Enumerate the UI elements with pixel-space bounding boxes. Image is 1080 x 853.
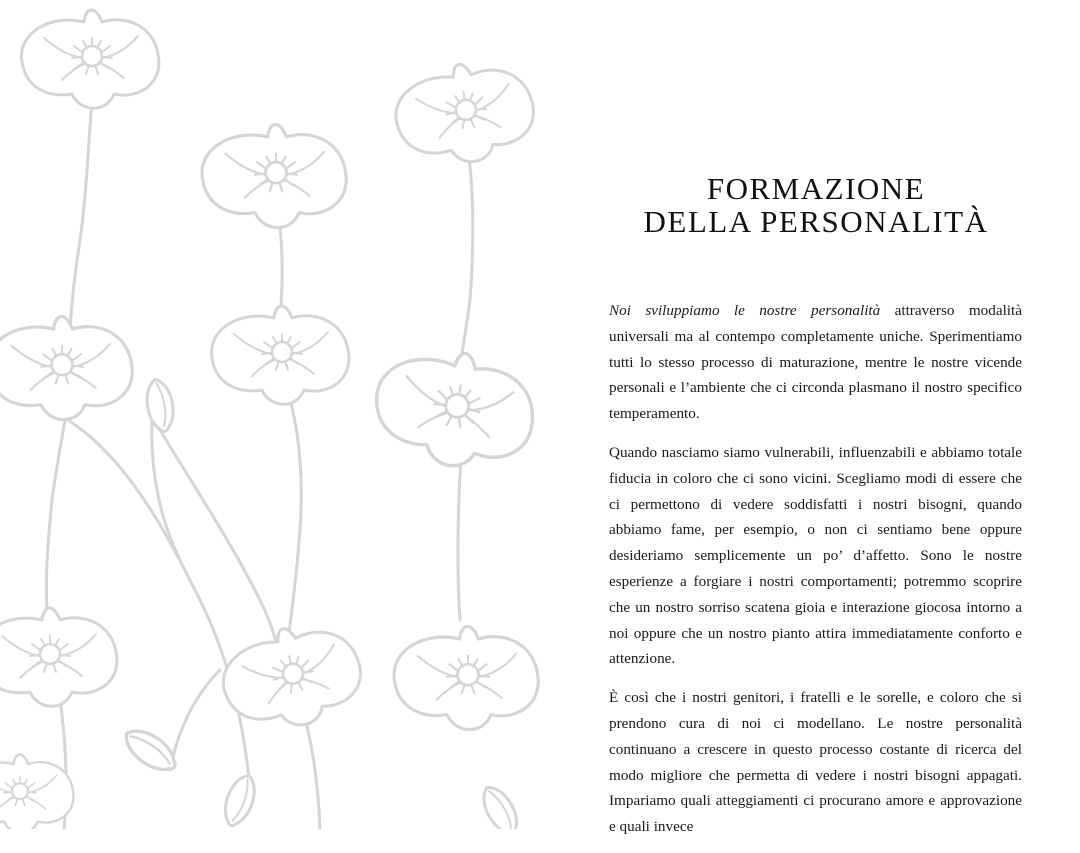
paragraph-1-lead: Noi sviluppiamo le nostre personalità [609,302,881,319]
chapter-title [540,172,1080,238]
paragraph-1-text: attraverso modalità universali ma al contempo completamente uniche. Sperimentiamo tutti lo stesso processo di maturazione, mentre le nostre vicende personali e l’ambiente che ci circonda plasmano il nostro specifico temperamento. [609,302,1022,423]
paragraph-3: È così che i nostri genitori, i fratelli e le sorelle, e coloro che si prendono cura di noi ci modellano. Le nostre personalità continuano a crescere in questo processo costante di ricerca del modo migliore che permetta di vedere i nostri bisogni appagati. Impariamo quali atteggiamenti ci procurano amore e approvazione e quali invece [609,689,1022,836]
text-page [540,0,1080,836]
body-text [609,298,1022,853]
chapter-title-line-2: DELLA PERSONALITÀ [643,204,989,239]
paragraph-2: Quando nasciamo siamo vulnerabili, influenzabili e abbiamo totale fiducia in coloro che ci sono vicini. Scegliamo modi di essere che ci permettono di vedere soddisfatti i nostri bisogni, quando abbiamo fame, per esempio, o non ci sentiamo bene oppure desideriamo semplicemente un po’ d’affetto. Sono le nostre esperienze a forgiare i nostri comportamenti; potremmo scoprire che un nostro sorriso scatena gioia e interazione giocosa intorno a noi oppure che un nostro pianto attira immediatamente conforto e attenzione. [609,443,1022,668]
paragraph-1 [609,298,1022,427]
poppy-flowers-icon [0,0,540,829]
illustration-page [0,0,540,829]
chapter-title-line-1: FORMAZIONE [706,171,926,206]
